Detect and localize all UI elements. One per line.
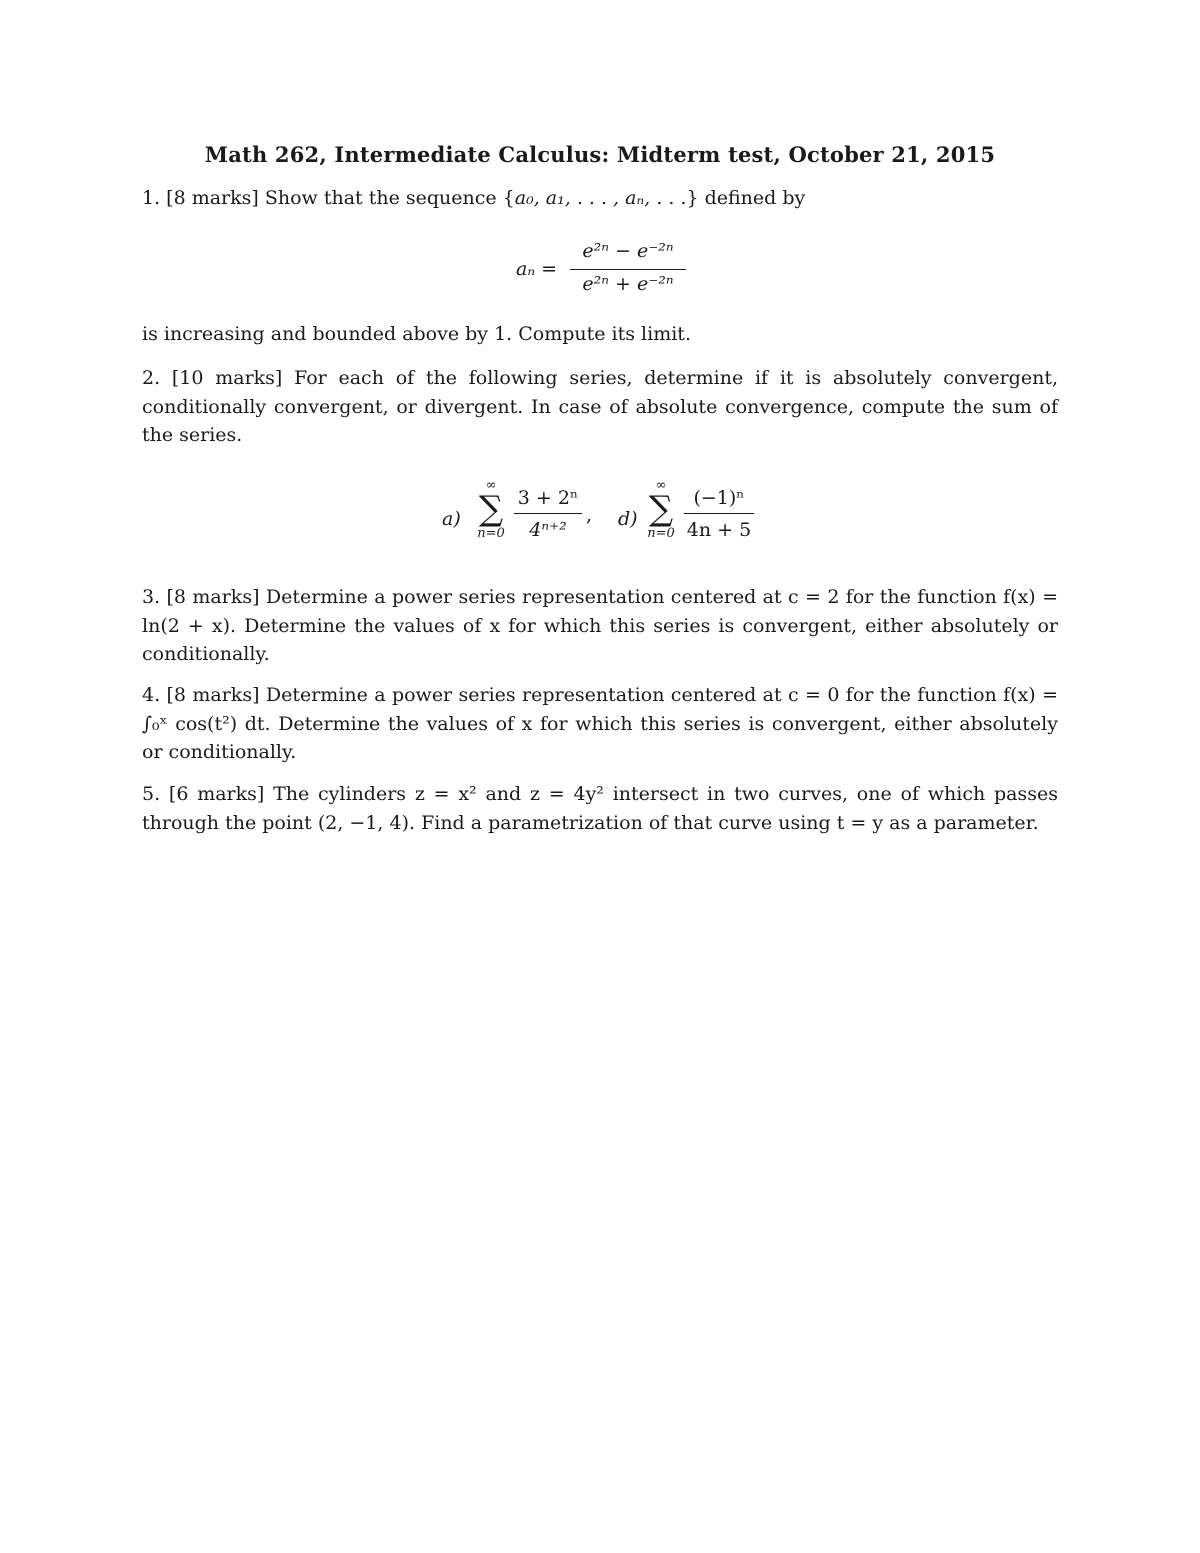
- series-d-fraction: [684, 486, 754, 542]
- formula-lhs: aₙ =: [516, 258, 557, 280]
- question-1-sequence: a₀, a₁, . . . , aₙ, . . .: [514, 187, 687, 209]
- fraction-bar: [570, 269, 686, 270]
- formula-denominator: e²ⁿ + e⁻²ⁿ: [582, 273, 674, 295]
- formula-fraction: [570, 240, 686, 295]
- series-a-fraction: [514, 486, 582, 542]
- sigma-symbol: ∑: [478, 489, 504, 529]
- question-1-tail: } defined by: [686, 187, 806, 209]
- question-1-formula: [496, 240, 716, 300]
- series-a-sum: [468, 478, 514, 541]
- series-d-numerator: (−1)ⁿ: [693, 487, 745, 509]
- question-5-text: 5. [6 marks] The cylinders z = x² and z = 4y² intersect in two curves, one of which passes through the point (2, −1, 4). Find a parametrization of that curve using t = y as a parameter.: [142, 783, 1058, 834]
- question-2-text: 2. [10 marks] For each of the following series, determine if it is absolutely convergent, conditionally convergent, or divergent. In case of absolute convergence, compute the sum of the series.: [142, 367, 1058, 446]
- series-d-lower-limit: n=0: [647, 526, 675, 541]
- series-a-label: a): [442, 508, 461, 530]
- question-1-statement: is increasing and bounded above by 1. Compute its limit.: [142, 323, 691, 345]
- series-d-denominator: 4n + 5: [686, 519, 752, 541]
- series-a-denominator: 4ⁿ⁺²: [529, 519, 567, 541]
- fraction-bar: [684, 513, 754, 514]
- series-a-numerator: 3 + 2ⁿ: [517, 487, 579, 509]
- question-4-text: 4. [8 marks] Determine a power series representation centered at c = 0 for the function f(x) = ∫₀ˣ cos(t²) dt. Determine the values of x for which this series is convergent, either absolutely or conditionally.: [142, 684, 1058, 763]
- series-a-lower-limit: n=0: [477, 526, 505, 541]
- series-d-upper-limit: ∞: [655, 478, 667, 493]
- fraction-bar: [514, 513, 582, 514]
- question-3-text: 3. [8 marks] Determine a power series representation centered at c = 2 for the function f(x) = ln(2 + x). Determine the values of x for which this series is convergent, either absolutely or conditionally.: [142, 586, 1058, 665]
- sigma-symbol: ∑: [648, 489, 674, 529]
- question-1-intro: [142, 184, 1058, 213]
- question-1-lead: 1. [8 marks] Show that the sequence {: [142, 187, 515, 209]
- series-d-sum: [638, 478, 684, 541]
- series-a-upper-limit: ∞: [485, 478, 497, 493]
- page-title: Math 262, Intermediate Calculus: Midterm test, October 21, 2015: [204, 142, 996, 167]
- formula-numerator: e²ⁿ − e⁻²ⁿ: [582, 240, 674, 262]
- series-d-label: d): [618, 508, 638, 530]
- series-separator: ,: [586, 504, 593, 526]
- question-2-series: [440, 478, 770, 558]
